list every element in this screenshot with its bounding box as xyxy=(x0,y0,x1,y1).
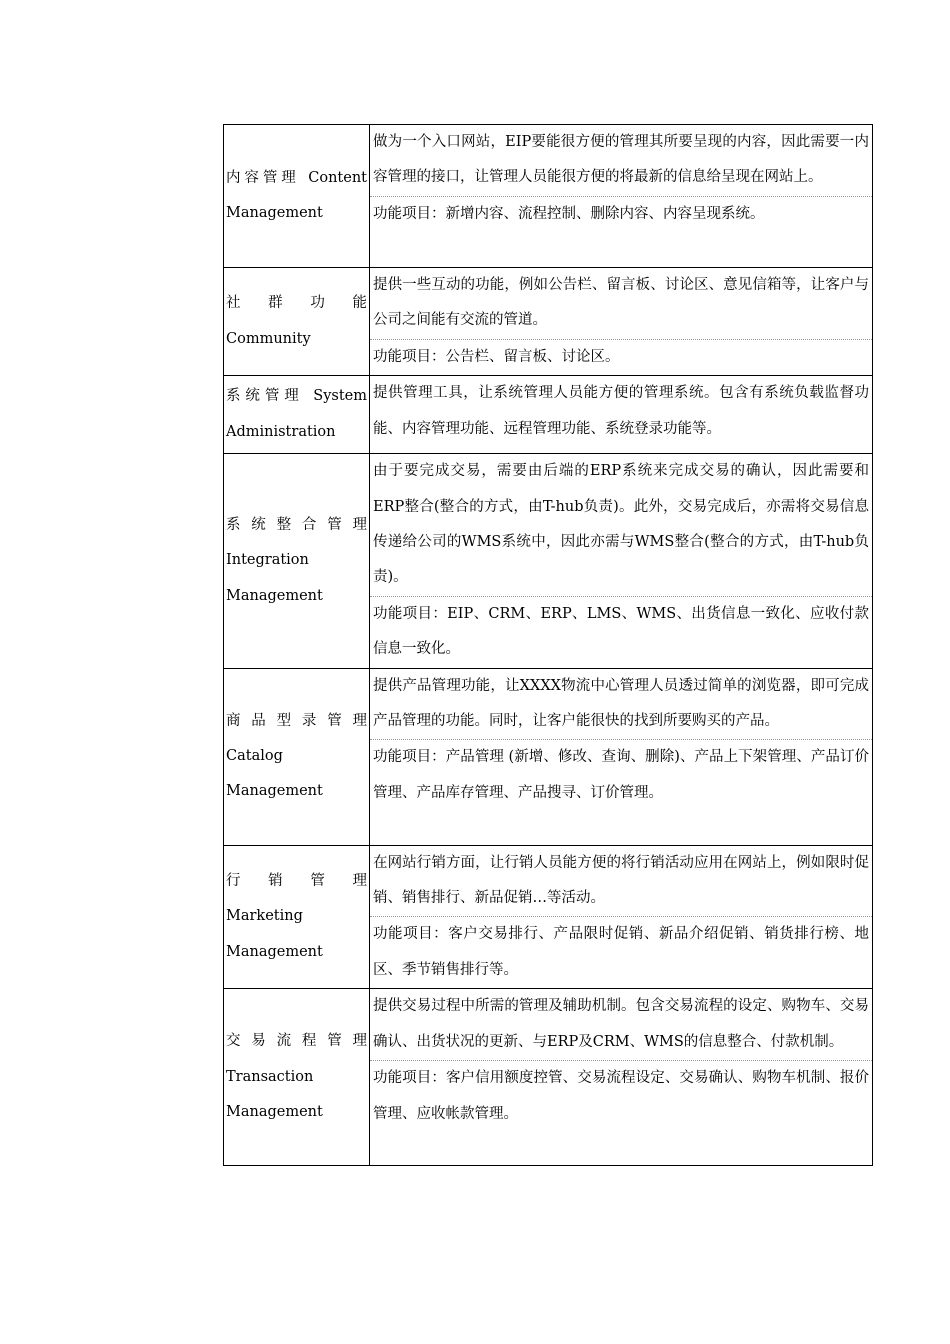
module-desc-cell xyxy=(370,989,873,1166)
module-desc-cell xyxy=(370,454,873,668)
module-desc-cell xyxy=(370,268,873,376)
module-name-en: Catalog xyxy=(226,747,283,764)
module-name-en-2: Administration xyxy=(226,423,336,440)
module-features: 功能项目：客户交易排行、产品限时促销、新品介绍促销、销货排行榜、地区、季节销售排行等。 xyxy=(370,916,872,988)
module-name-cell xyxy=(224,454,370,668)
module-name-en-2: Management xyxy=(226,205,323,221)
function-table xyxy=(223,124,873,1166)
module-name-en: System xyxy=(313,388,368,405)
module-features: 功能项目：产品管理 (新增、修改、查询、删除)、产品上下架管理、产品订价管理、产品库存管理、产品搜寻、订价管理。 xyxy=(370,739,872,811)
module-name-zh: 交易流程管理 xyxy=(226,1033,367,1050)
table-row xyxy=(224,268,873,376)
module-desc-cell xyxy=(370,376,873,454)
module-features: 功能项目：新增内容、流程控制、删除内容、内容呈现系统。 xyxy=(370,196,872,232)
module-description: 做为一个入口网站，EIP要能很方便的管理其所要呈现的内容，因此需要一内容管理的接口，让管理人员能很方便的将最新的信息给呈现在网站上。 xyxy=(373,134,869,186)
module-name-en-2: Management xyxy=(226,943,323,960)
module-name-en-2: Management xyxy=(226,783,323,800)
module-features: 功能项目：客户信用额度控管、交易流程设定、交易确认、购物车机制、报价管理、应收帐款管理。 xyxy=(370,1060,872,1132)
module-name-cell xyxy=(224,376,370,454)
table-row xyxy=(224,376,873,454)
module-name-cell xyxy=(224,125,370,268)
module-description: 提供产品管理功能，让XXXX物流中心管理人员透过简单的浏览器，即可完成产品管理的功能。同时，让客户能很快的找到所要购买的产品。 xyxy=(373,677,869,730)
module-name-zh: 商品型录管理 xyxy=(226,712,367,729)
module-name-en: Community xyxy=(226,330,311,347)
module-name-en: Integration xyxy=(226,552,309,569)
module-name-en: Content xyxy=(308,169,368,186)
module-description: 由于要完成交易，需要由后端的ERP系统来完成交易的确认，因此需要和ERP整合(整合的方式，由T-hub负责)。此外，交易完成后，亦需将交易信息传递给公司的WMS系统中，因此亦需与WMS整合(整合的方式，由T-hub负责)。 xyxy=(373,463,869,586)
module-name-zh: 内容管理 xyxy=(226,169,300,186)
module-desc-cell xyxy=(370,668,873,845)
module-name-cell xyxy=(224,668,370,845)
module-name-zh: 系统整合管理 xyxy=(226,516,367,533)
table-row xyxy=(224,668,873,845)
module-name-cell xyxy=(224,989,370,1166)
module-name-zh: 社群功能 xyxy=(226,295,367,312)
module-name-cell xyxy=(224,845,370,989)
module-desc-cell xyxy=(370,845,873,989)
table-row xyxy=(224,454,873,668)
module-features: 功能项目：EIP、CRM、ERP、LMS、WMS、出货信息一致化、应收付款信息一致化。 xyxy=(370,596,872,668)
module-name-zh: 系统管理 xyxy=(226,388,304,405)
table-row xyxy=(224,845,873,989)
module-name-en: Transaction xyxy=(226,1068,314,1085)
module-name-en: Marketing xyxy=(226,908,303,925)
module-description: 提供交易过程中所需的管理及辅助机制。包含交易流程的设定、购物车、交易确认、出货状况的更新、与ERP及CRM、WMS的信息整合、付款机制。 xyxy=(373,998,869,1050)
module-desc-cell xyxy=(370,125,873,268)
module-name-cell xyxy=(224,268,370,376)
module-name-zh: 行销管理 xyxy=(226,872,367,889)
table-row xyxy=(224,989,873,1166)
module-name-en-2: Management xyxy=(226,587,323,604)
module-features: 功能项目：公告栏、留言板、讨论区。 xyxy=(370,339,872,375)
module-description: 在网站行销方面，让行销人员能方便的将行销活动应用在网站上，例如限时促销、销售排行、新品促销…等活动。 xyxy=(373,854,869,907)
table-row xyxy=(224,125,873,268)
module-description: 提供一些互动的功能，例如公告栏、留言板、讨论区、意见信箱等，让客户与公司之间能有交流的管道。 xyxy=(373,277,869,329)
module-description: 提供管理工具，让系统管理人员能方便的管理系统。包含有系统负载监督功能、内容管理功能、远程管理功能、系统登录功能等。 xyxy=(373,385,869,437)
module-name-en-2: Management xyxy=(226,1103,323,1120)
